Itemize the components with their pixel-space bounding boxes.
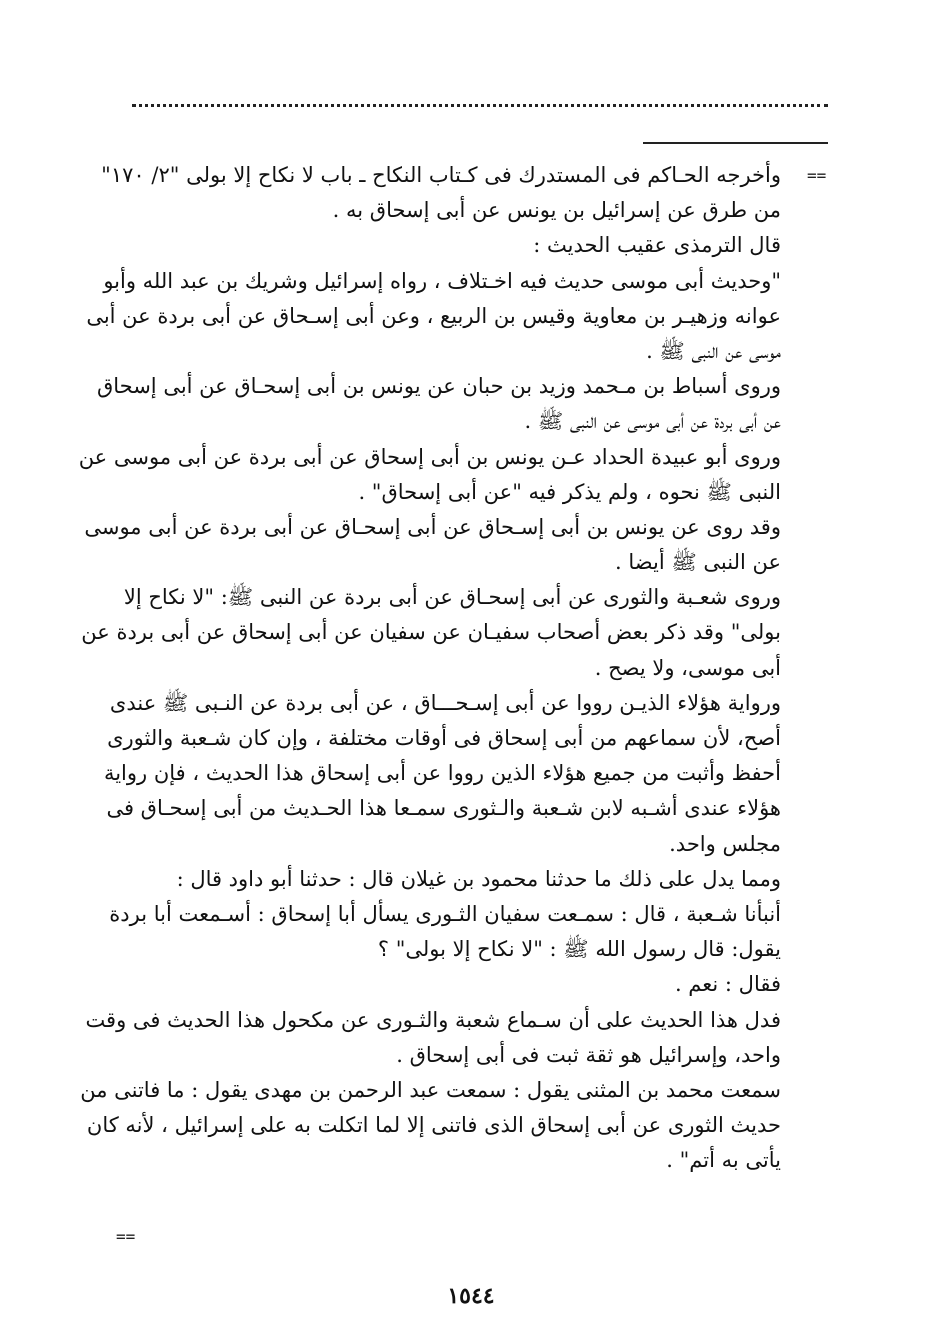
text-line: قال الترمذى عقيب الحديث : bbox=[533, 233, 781, 258]
text-line: عوانه وزهيـر بن معاوية وقيس بن الربيع ، وعن أبى إسـحاق عن أبى بردة عن أبى bbox=[86, 303, 781, 328]
text-line: النبى ﷺ نحوه ، ولم يذكر فيه "عن أبى إسحاق" . bbox=[358, 479, 781, 504]
text-line: أنبأنا شـعبة ، قال : سمـعت سفيان الثـورى يسأل أبا إسحاق : أسـمعت أبا بردة bbox=[109, 901, 781, 926]
continuation-mark-end: == bbox=[116, 1227, 136, 1246]
text-line: موسى عن النبى ﷺ . bbox=[646, 338, 781, 363]
header-dotted-rule bbox=[132, 104, 828, 107]
text-line: وروى أسباط بن مـحمد وزيد بن حبان عن يونس بن أبى إسحـاق عن أبى إسحاق bbox=[96, 374, 781, 399]
text-line: حديث الثورى عن أبى إسحاق الذى فاتنى إلا لما اتكلت به على إسرائيل ، لأنه كان bbox=[86, 1113, 781, 1138]
text-line: عن النبى ﷺ أيضا . bbox=[615, 550, 781, 575]
text-line: أصح، لأن سماعهم من أبى إسحاق فى أوقات مختلفة ، وإن كان شـعبة والثورى bbox=[107, 726, 781, 750]
text-line: فدل هذا الحديث على أن سـماع شعبة والثـورى عن مكحول هذا الحديث فى وقت bbox=[85, 1007, 781, 1032]
text-line: هؤلاء عندى أشـبه لابن شـعبة والـثورى سمـعا هذا الحـديث من أبى إسحـاق فى bbox=[106, 796, 781, 821]
text-line: وأخرجه الحـاكم فى المستدرك فى كـتاب النكاح ـ باب لا نكاح إلا بولى "٢/ ١٧٠" bbox=[101, 163, 781, 187]
text-line: بولى" وقد ذكر بعض أصحاب سفيـان عن سفيان عن أبى إسحاق عن أبى بردة عن bbox=[81, 620, 781, 645]
text-line: مجلس واحد. bbox=[669, 831, 781, 856]
text-line: فقال : نعم . bbox=[674, 972, 781, 997]
text-line: "وحديث أبى موسى حديث فيه اخـتلاف ، رواه إسرائيل وشريك بن عبد الله وأبو bbox=[103, 268, 781, 293]
footnote-text bbox=[78, 158, 781, 1178]
text-line: يقول: قال رسول الله ﷺ : "لا نكاح إلا بولى" ؟ bbox=[377, 937, 781, 962]
text-line: أحفظ وأثبت من جميع هؤلاء الذين رووا عن أبى إسحاق هذا الحديث ، فإن رواية bbox=[103, 761, 781, 786]
footnote-separator bbox=[643, 142, 828, 144]
text-line: من طرق عن إسرائيل بن يونس عن أبى إسحاق به . bbox=[332, 198, 781, 223]
text-line: ورواية هؤلاء الذيـن رووا عن أبى إسـحـــاق ، عن أبى بردة عن النـبى ﷺ عندى bbox=[109, 690, 781, 715]
text-line: واحد، وإسرائيل هو ثقة ثبت فى أبى إسحاق . bbox=[396, 1042, 781, 1067]
text-line: يأتى به أتم" . bbox=[666, 1148, 781, 1173]
continuation-mark-start: == bbox=[807, 166, 827, 185]
text-line: وقد روى عن يونس بن أبى إسـحاق عن أبى إسحـاق عن أبى بردة عن أبى موسى bbox=[84, 514, 781, 539]
text-line: وروى شعـبة والثورى عن أبى إسحـاق عن أبى بردة عن النبى ﷺ: "لا نكاح إلا bbox=[123, 585, 781, 610]
page-number: ١٥٤٤ bbox=[447, 1283, 495, 1309]
text-line: ومما يدل على ذلك ما حدثنا محمود بن غيلان قال : حدثنا أبو داود قال : bbox=[176, 866, 781, 891]
text-line: وروى أبو عبيدة الحداد عـن يونس بن أبى إسحاق عن أبى بردة عن أبى موسى عن bbox=[78, 444, 781, 469]
text-line: سمعت محمد بن المثنى يقول : سمعت عبد الرحمن بن مهدى يقول : ما فاتنى من bbox=[80, 1077, 781, 1102]
text-line: عن أبى بردة عن أبى موسى عن النبى ﷺ . bbox=[524, 409, 781, 434]
text-line: أبى موسى، ولا يصح . bbox=[594, 655, 781, 680]
